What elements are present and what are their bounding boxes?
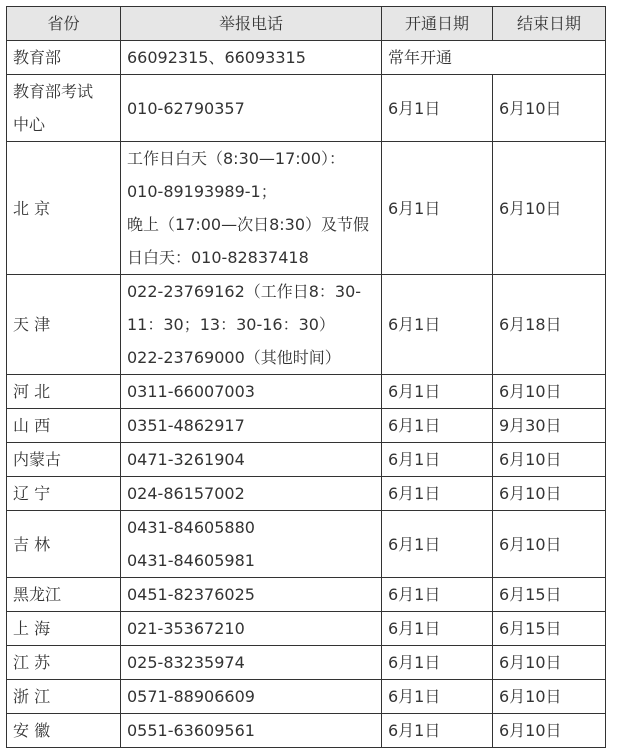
end-date-cell: 6月15日 — [493, 612, 606, 646]
province-cell — [7, 612, 121, 646]
province-cell — [7, 646, 121, 680]
end-date-cell: 6月10日 — [493, 477, 606, 511]
province-cell — [7, 443, 121, 477]
phone-cell — [121, 578, 382, 612]
province-cell — [7, 680, 121, 714]
phone-cell — [121, 511, 382, 578]
province-cell-line: 黑龙江 — [13, 585, 62, 604]
start-date-cell: 6月1日 — [382, 646, 493, 680]
phone-cell-line: 0431-84605981 — [127, 551, 255, 570]
end-date-cell: 6月10日 — [493, 714, 606, 748]
start-date-cell: 6月1日 — [382, 409, 493, 443]
province-cell — [7, 511, 121, 578]
province-cell-line: 江 苏 — [13, 653, 51, 672]
end-date-cell: 6月10日 — [493, 680, 606, 714]
phone-cell-line: 010-62790357 — [127, 98, 245, 118]
start-date-cell: 6月1日 — [382, 680, 493, 714]
province-cell-line: 浙 江 — [13, 687, 51, 706]
phone-cell — [121, 646, 382, 680]
header-end-date: 结束日期 — [493, 7, 606, 41]
header-phone: 举报电话 — [121, 7, 382, 41]
table-row — [7, 612, 606, 646]
end-date-cell: 6月18日 — [493, 275, 606, 375]
table-row — [7, 75, 606, 142]
open-period-cell: 常年开通 — [382, 41, 606, 75]
phone-cell-line: 024-86157002 — [127, 484, 245, 503]
table-row — [7, 41, 606, 75]
phone-cell — [121, 375, 382, 409]
province-cell-line: 教育部 — [13, 48, 62, 67]
phone-cell-line: 0571-88906609 — [127, 687, 255, 706]
report-hotline-table — [6, 6, 606, 748]
phone-cell — [121, 477, 382, 511]
province-cell-line: 山 西 — [13, 416, 51, 435]
table-row — [7, 409, 606, 443]
province-cell — [7, 41, 121, 75]
province-cell — [7, 578, 121, 612]
start-date-cell: 6月1日 — [382, 443, 493, 477]
phone-cell — [121, 714, 382, 748]
start-date-cell: 6月1日 — [382, 375, 493, 409]
table-row — [7, 680, 606, 714]
province-cell — [7, 409, 121, 443]
start-date-cell: 6月1日 — [382, 511, 493, 578]
phone-cell — [121, 443, 382, 477]
table-row — [7, 578, 606, 612]
province-cell — [7, 714, 121, 748]
table-header-row — [7, 7, 606, 41]
phone-cell — [121, 41, 382, 75]
phone-cell-line: 0431-84605880 — [127, 518, 255, 537]
province-cell-line: 吉 林 — [13, 534, 51, 554]
phone-cell-line: 晚上（17:00—次日8:30）及节假 — [127, 215, 370, 234]
start-date-cell: 6月1日 — [382, 75, 493, 142]
end-date-cell: 6月15日 — [493, 578, 606, 612]
table-body — [7, 41, 606, 748]
province-cell-line: 北 京 — [13, 198, 51, 218]
header-province: 省份 — [7, 7, 121, 41]
phone-cell-line: 工作日白天（8:30—17:00）： — [127, 149, 346, 168]
phone-cell — [121, 275, 382, 375]
end-date-cell: 6月10日 — [493, 75, 606, 142]
phone-cell — [121, 680, 382, 714]
start-date-cell: 6月1日 — [382, 477, 493, 511]
end-date-cell: 6月10日 — [493, 142, 606, 275]
start-date-cell: 6月1日 — [382, 578, 493, 612]
start-date-cell: 6月1日 — [382, 142, 493, 275]
phone-cell-line: 0311-66007003 — [127, 382, 255, 401]
province-cell — [7, 477, 121, 511]
phone-cell-line: 010-89193989-1； — [127, 182, 277, 201]
table-row — [7, 511, 606, 578]
header-start-date: 开通日期 — [382, 7, 493, 41]
province-cell-line: 内蒙古 — [13, 450, 62, 469]
table-row — [7, 477, 606, 511]
phone-cell-line: 0471-3261904 — [127, 450, 245, 469]
table-row — [7, 275, 606, 375]
end-date-cell: 6月10日 — [493, 375, 606, 409]
end-date-cell: 9月30日 — [493, 409, 606, 443]
table-row — [7, 375, 606, 409]
province-cell — [7, 275, 121, 375]
province-cell-line: 中心 — [13, 115, 46, 134]
province-cell-line: 辽 宁 — [13, 484, 51, 503]
phone-cell-line: 66092315、66093315 — [127, 48, 306, 67]
end-date-cell: 6月10日 — [493, 443, 606, 477]
phone-cell-line: 022-23769000（其他时间） — [127, 348, 341, 367]
phone-cell-line: 日白天：010-82837418 — [127, 248, 309, 267]
province-cell — [7, 142, 121, 275]
table-row — [7, 646, 606, 680]
phone-cell-line: 0451-82376025 — [127, 585, 255, 604]
province-cell-line: 安 徽 — [13, 721, 51, 740]
province-cell-line: 上 海 — [13, 619, 51, 638]
phone-cell-line: 0551-63609561 — [127, 721, 255, 740]
table-row — [7, 714, 606, 748]
province-cell-line: 天 津 — [13, 315, 51, 334]
end-date-cell: 6月10日 — [493, 646, 606, 680]
phone-cell — [121, 409, 382, 443]
phone-cell-line: 11：30；13：30-16：30） — [127, 315, 335, 334]
province-cell-line: 河 北 — [13, 382, 51, 401]
table-row — [7, 443, 606, 477]
start-date-cell: 6月1日 — [382, 275, 493, 375]
province-cell — [7, 375, 121, 409]
phone-cell — [121, 612, 382, 646]
province-cell — [7, 75, 121, 142]
phone-cell — [121, 142, 382, 275]
end-date-cell: 6月10日 — [493, 511, 606, 578]
phone-cell-line: 021-35367210 — [127, 619, 245, 638]
phone-cell-line: 0351-4862917 — [127, 416, 245, 435]
province-cell-line: 教育部考试 — [13, 82, 94, 101]
phone-cell — [121, 75, 382, 142]
start-date-cell: 6月1日 — [382, 714, 493, 748]
start-date-cell: 6月1日 — [382, 612, 493, 646]
phone-cell-line: 022-23769162（工作日8：30- — [127, 282, 362, 301]
table-row — [7, 142, 606, 275]
phone-cell-line: 025-83235974 — [127, 653, 245, 672]
